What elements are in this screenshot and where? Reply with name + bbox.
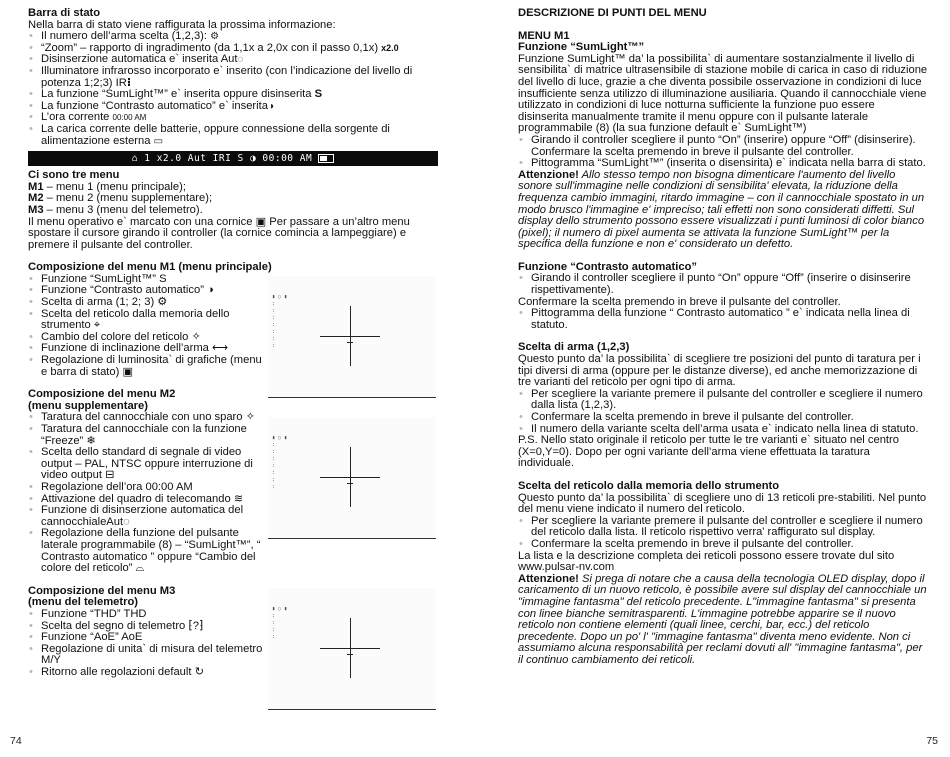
sumlight-title: Funzione “SumLight™” xyxy=(518,41,645,54)
status-item: • La funzione “Contrasto automatico” e` inserita◑ xyxy=(28,101,438,113)
weapon-bullet: • Confermare la scelta premendo in breve il pulsante del controller. xyxy=(518,412,928,424)
m2-item: • Regolazione dell’ora 00:00 AM xyxy=(28,482,264,494)
contrast-bullet: • Girando il controller scegliere il punto “On” oppure “Off” (inserire o disinserire rispettivamente). xyxy=(518,273,928,296)
status-bar-intro: Nella barra di stato viene raffigurata la prossima informazione: xyxy=(28,18,336,31)
m2-item: • Attivazione del quadro di telecomando ≋ xyxy=(28,494,264,506)
sumlight-bullet: • Pittogramma “SumLight™” (inserita o disensirita) e` indicata nella barra di stato. xyxy=(518,158,928,170)
weapon-ps: P.S. Nello stato originale il reticolo per tutte le tre varianti e` situato nel centro (X=0,Y=0). Dopo per ogni variante dell’arma viene effettuata la taratura individuale. xyxy=(518,434,899,470)
sumlight-bullet: • Girando il controller scegliere il punto “On” (inserire) oppure “Off” (disinserire). Confermare la scelta premendo in breve il pulsante del controller. xyxy=(518,135,928,158)
menus-note: Il menu operativo e` marcato con una cornice ▣ Per passare a un’altro menu spostare il cursore girando il controller (la cornice comincia a lampeggiare) e premere il pulsante del controller. xyxy=(28,215,410,251)
m2-item: • Regolazione della funzione del pulsante laterale programmabile (8) – “SumLight™”, “ Contrasto automatico ” oppure “Cambio del colore del reticolo” ⌓ xyxy=(28,528,264,574)
sumlight-attention: Attenzione! Allo stesso tempo non bisogna dimenticare l'aumento del livello sonore sull'immagine nelle condizioni di sensibilita' elevata, la riduzione della frequenza cambio immagini, ritardo immagine – con il cannocchiale spostato in un modo brusco l'immagine e' impreciso; tali effetti non sono considerati diffetti. Sul display dello strumento possono essere visualizzati i punti luminosi di color bianco (pixel); il numero di pixel aumenta se attivata la funzione SumLight™ per la specifica della funzione e non e' considerato un defetto. xyxy=(518,168,925,251)
reticle-attention: Attenzione! Si prega di notare che a causa della tecnologia OLED display, dopo il caricamento di un nuovo reticolo, è possibile avere sul display del cannocchiale un "immagine fantasma" del reticolo precedente. L"immagine fantasma" si presenta con linee bianche semitrasparenti. L'immagine potrebbe apparire se il nuovo reticolo non contiene elementi (quali linee, cerchi, bar, ecc.) del reticolo precedente. Dopo un po' l' "immagine fantasma" diventa meno evidente. Non ci assumiamo alcuna responsabilità per reclami dovuti all' "immagine fantasma", per il continuo cambiamento dei reticoli. xyxy=(518,572,927,666)
m3-screen-illustration xyxy=(268,588,436,710)
sumlight-icon: S xyxy=(314,88,323,101)
right-page xyxy=(475,0,950,757)
m1-item: • Funzione “SumLight™” S xyxy=(28,274,264,286)
status-item: • Il numero dell’arma scelta (1,2,3): ⚙ xyxy=(28,31,438,43)
m2-section xyxy=(28,389,438,575)
reticle-bullet: • Per scegliere la variante premere il pulsante del controller e scegliere il numero del reticolo dalla lista. Il reticolo rispettivo verra' raffigurato sul display. xyxy=(518,516,928,539)
m2-screen-menu: ▮ ▯ ▮ : : : : : : : xyxy=(272,435,288,491)
m3-item: • Funzione “AoE” AoE xyxy=(28,632,264,644)
m3-screen-menu: ▮ ▯ ▮ : : : : xyxy=(272,605,288,640)
m2-screen-illustration xyxy=(268,417,436,539)
status-item: • L’ora corrente 00:00 AM xyxy=(28,112,438,124)
contrast-paragraph: Confermare la scelta premendo in breve il pulsante del controller. xyxy=(518,295,841,308)
ir-level-icon: ⁝ xyxy=(126,76,132,89)
page-number-right: 75 xyxy=(926,735,938,747)
m2-item: • Taratura del cannocchiale con la funzione “Freeze” ❄ xyxy=(28,424,264,447)
status-items-list xyxy=(28,31,438,147)
reticle-bullet: • Confermare la scelta premendo in breve il pulsante del controller. xyxy=(518,539,928,551)
m2-item: • Scelta dello standard di segnale di video output – PAL, NTSC oppure interruzione di video output ⊟ xyxy=(28,447,264,482)
menu-line: M3 – menu 3 (menu del telemetro). xyxy=(28,203,203,216)
reticle-paragraph: Questo punto da’ la possibilita` di scegliere uno di 13 reticoli pre-stabiliti. Nel punto del menu viene indicato il numero del reticolo. xyxy=(518,491,927,516)
m1-screen-illustration xyxy=(268,276,436,398)
m1-item: • Scelta del reticolo dalla memoria dello strumento ⌖ xyxy=(28,309,264,332)
m3-item: • Ritorno alle regolazioni default ↻ xyxy=(28,667,264,679)
battery-icon: ▭ xyxy=(153,135,164,147)
m2-item: • Funzione di disinserzione automatica del cannocchialeAut◌ xyxy=(28,505,264,528)
menu-line: M1 – menu 1 (menu principale); xyxy=(28,180,186,193)
m1-item: • Regolazione di luminosita` di grafiche (menu e barra di stato) ▣ xyxy=(28,355,264,378)
m2-subtitle: (menu supplementare) xyxy=(28,399,148,412)
status-bar-battery-icon xyxy=(318,154,334,163)
weapon-bullet: • Il numero della variante scelta dell’arma usata e` indicato nella linea di statuto. xyxy=(518,424,928,436)
m2-title: Composizione del menu M2 xyxy=(28,388,176,401)
menu-m1-title: MENU M1 xyxy=(518,29,570,42)
m3-subtitle: (menu del telemetro) xyxy=(28,596,139,609)
weapon-bullet: • Per scegliere la variante premere il pulsante del controller e scegliere il numero dalla lista (1,2,3). xyxy=(518,389,928,412)
m1-section xyxy=(28,262,438,378)
reticle-site-paragraph: La lista e la descrizione completa dei reticoli possono essere trovate dul sito www.pulsar-nv.com xyxy=(518,549,895,574)
auto-off-icon: ◌ xyxy=(237,54,244,66)
zoom-icon: x2.0 xyxy=(381,42,399,53)
m3-section xyxy=(28,586,438,679)
m1-screen-menu: ▮ ▯ ▮ : : : : : : : xyxy=(272,294,288,350)
weapon-title: Scelta di arma (1,2,3) xyxy=(518,341,630,354)
sumlight-paragraph: Funzione SumLight™ da’ la possibilita` di aumentare sostanzialmente il livello di sensibilita` di matrice ultrasensibile di stazione mobile di carica in caso di riduzione del livello di luce, grazie a che diventa possibile osservazione in condizioni di luce insufficiente senza utilizzo di illuminazione ausiliaria. Quando il cannocchiale viene utilizzato in condizioni di luce notturna sufficiente la funzione puo essere disinserita manualmente tramite il menu oppure con il pulsante laterale programmabile (8) (la sua funzione default e` SumLight™) xyxy=(518,52,928,135)
m3-title: Composizione del menu M3 xyxy=(28,584,176,597)
contrast-bullet: • Pittogramma della funzione “ Contrasto automatico ” e` indicata nella linea di statuto. xyxy=(518,308,928,331)
m1-title: Composizione del menu M1 (menu principale) xyxy=(28,261,272,274)
right-column xyxy=(518,8,928,666)
m3-item: • Funzione “THD” THD xyxy=(28,609,264,621)
m1-list xyxy=(28,274,264,378)
status-item: • Disinserzione automatica e` inserita Aut◌ xyxy=(28,54,438,66)
status-bar-illustration xyxy=(28,151,438,166)
m1-item: • Funzione “Contrasto automatico” ◑ xyxy=(28,285,264,297)
m1-item: • Cambio del colore del reticolo ✧ xyxy=(28,332,264,344)
contrast-title: Funzione “Contrasto automatico” xyxy=(518,260,697,273)
weapon-icon: ⚙ xyxy=(210,31,220,43)
m3-item: • Scelta del segno di telemetro ⁅?⁆ xyxy=(28,621,264,633)
left-column xyxy=(28,8,438,678)
m1-item: • Scelta di arma (1; 2; 3) ⚙ xyxy=(28,297,264,309)
status-bar-text: ⌂ 1 x2.0 Aut IRI S ◑ 00:00 AM xyxy=(131,153,313,165)
section-title: DESCRIZIONE DI PUNTI DEL MENU xyxy=(518,7,707,19)
reticle-title: Scelta del reticolo dalla memoria dello strumento xyxy=(518,479,780,492)
m2-item: • Taratura del cannocchiale con uno sparo ✧ xyxy=(28,412,264,424)
status-bar-title: Barra di stato xyxy=(28,7,101,19)
m1-item: • Funzione di inclinazione dell’arma ⟷ xyxy=(28,343,264,355)
status-item: • La carica corrente delle batterie, oppure connessione della sorgente di alimentazione esterna ▭ xyxy=(28,124,438,147)
m3-list xyxy=(28,609,264,679)
clock-icon: 00:00 AM xyxy=(112,113,147,123)
status-item: • “Zoom” – rapporto di ingradimento (da 1,1x a 2,0x con il passo 0,1x) x2.0 xyxy=(28,43,438,55)
contrast-icon: ◑ xyxy=(267,100,275,112)
status-item: • Illuminatore infrarosso incorporato e` inserito (con l’indicazione del livello di potenza 1;2;3) IR⁝ xyxy=(28,66,438,89)
page-number-left: 74 xyxy=(10,735,22,747)
m3-item: • Regolazione di unita` di misura del telemetro M/Y xyxy=(28,644,264,667)
menu-line: M2 – menu 2 (menu supplementare); xyxy=(28,192,213,205)
menus-title: Ci sono tre menu xyxy=(28,169,120,182)
status-item: • La funzione “SumLight™” e` inserita oppure disinserita S xyxy=(28,89,438,101)
m2-list xyxy=(28,412,264,574)
weapon-paragraph: Questo punto da’ la possibilita` di scegliere tre posizioni del punto di taratura per i tipi diversi di arma (oppure per le distanze diverse), ed anche memorizzazione di tre varianti del reticolo per ogni tipo di arma. xyxy=(518,353,921,389)
